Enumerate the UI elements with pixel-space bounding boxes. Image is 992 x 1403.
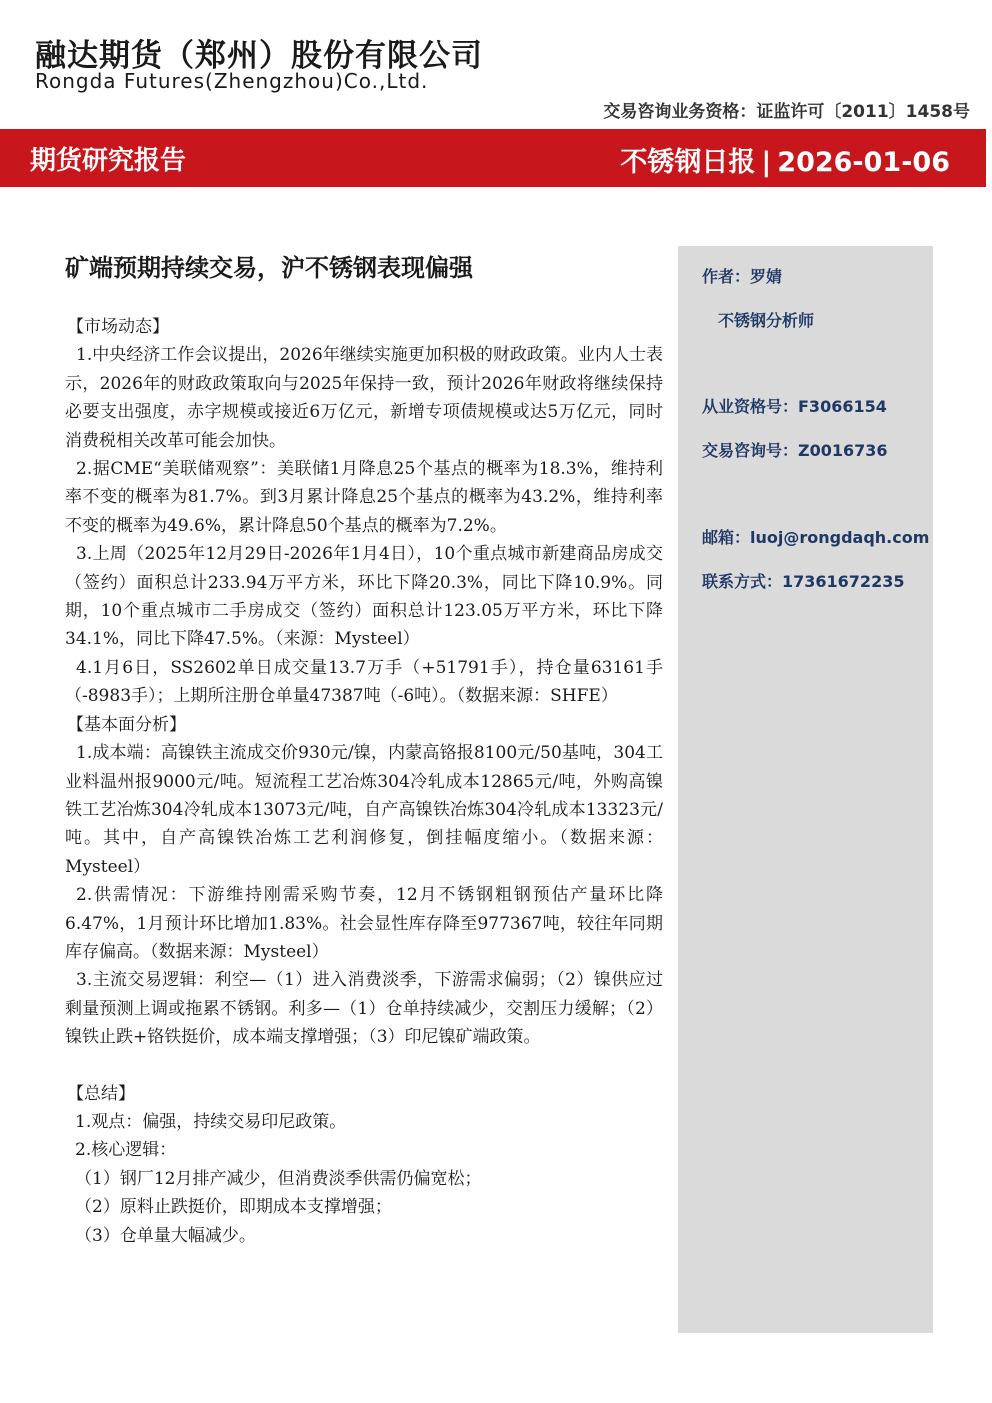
qualification-number: 从业资格号：F3066154 — [702, 397, 887, 416]
company-name-cn: 融达期货（郑州）股份有限公司 — [35, 38, 483, 74]
author-phone: 联系方式：17361672235 — [702, 572, 905, 591]
summary-line: （1）钢厂12月排产减少，但消费淡季供需仍偏宽松； — [75, 1168, 482, 1189]
banner-report-info — [620, 140, 950, 179]
license-info: 交易咨询业务资格：证监许可〔2011〕1458号 — [603, 102, 970, 122]
fundamental-paragraph: 3.主流交易逻辑：利空—（1）进入消费淡季，下游需求偏弱；（2）镍供应过剩量预测上调或拖累不锈钢。利多—（1）仓单持续减少，交割压力缓解；（2）镍铁止跌+铬铁挺价，成本端支撑增强；（3）印尼镍矿端政策。 — [65, 970, 663, 1048]
fundamental-paragraph: 1.成本端：高镍铁主流成交价930元/镍，内蒙高铬报8100元/50基吨，304工业料温州报9000元/吨。短流程工艺冶炼304冷轧成本12865元/吨，外购高镍铁工艺冶炼304冷轧成本13073元/吨，自产高镍铁冶炼304冷轧成本13323元/吨。其中，自产高镍铁冶炼工艺利润修复，倒挂幅度缩小。（数据来源：Mysteel） — [65, 743, 663, 877]
banner-category: 期货研究报告 — [30, 146, 187, 176]
author-name: 作者：罗婧 — [702, 267, 783, 286]
report-body — [65, 248, 663, 1250]
section-heading-summary: 【总结】 — [67, 1083, 135, 1104]
author-sidebar — [678, 246, 933, 1333]
summary-line: 2.核心逻辑： — [75, 1140, 177, 1161]
report-title: 矿端预期持续交易，沪不锈钢表现偏强 — [65, 254, 473, 282]
market-paragraph: 2.据CME“美联储观察”：美联储1月降息25个基点的概率为18.3%，维持利率不变的概率为81.7%。到3月累计降息25个基点的概率为43.2%，维持利率不变的概率为49.6%，累计降息50个基点的概率为7.2%。 — [65, 459, 663, 536]
fundamental-paragraph: 2.供需情况：下游维持刚需采购节奏，12月不锈钢粗钢预估产量环比降6.47%，1月预计环比增加1.83%。社会显性库存降至977367吨，较往年同期库存偏高。（数据来源：Mysteel） — [65, 885, 663, 962]
market-paragraph: 1.中央经济工作会议提出，2026年继续实施更加积极的财政政策。业内人士表示，2026年的财政政策取向与2025年保持一致，预计2026年财政将继续保持必要支出强度，赤字规模或接近6万亿元，新增专项债规模或达5万亿元，同时消费税相关改革可能会加快。 — [65, 345, 663, 451]
market-paragraph: 3.上周（2025年12月29日-2026年1月4日），10个重点城市新建商品房成交（签约）面积总计233.94万平方米，环比下降20.3%，同比下降10.9%。同期，10个重点城市二手房成交（签约）面积总计123.05万平方米，环比下降34.1%，同比下降47.5%。（来源：Mysteel） — [65, 544, 663, 650]
author-role: 不锈钢分析师 — [718, 311, 815, 330]
section-heading-fundamental: 【基本面分析】 — [67, 714, 186, 735]
banner-date: 2026-01-06 — [777, 147, 950, 178]
summary-line: 1.观点：偏强，持续交易印尼政策。 — [75, 1111, 347, 1132]
company-name-en: Rongda Futures(Zhengzhou)Co.,Ltd. — [35, 69, 429, 93]
market-paragraph: 4.1月6日，SS2602单日成交量13.7万手（+51791手），持仓量63161手（-8983手）；上期所注册仓单量47387吨（-6吨）。（数据来源：SHFE） — [65, 657, 663, 707]
report-banner — [0, 129, 986, 187]
section-heading-market: 【市场动态】 — [67, 317, 169, 337]
author-email[interactable]: 邮箱：luoj@rongdaqh.com — [702, 528, 930, 547]
summary-line: （3）仓单量大幅减少。 — [75, 1225, 256, 1246]
section-spacer — [65, 1052, 663, 1080]
consult-number: 交易咨询号：Z0016736 — [702, 441, 888, 460]
banner-report-name: 不锈钢日报 — [620, 147, 756, 178]
summary-line: （2）原料止跌挺价，即期成本支撑增强； — [75, 1197, 392, 1218]
banner-separator: | — [761, 147, 772, 178]
